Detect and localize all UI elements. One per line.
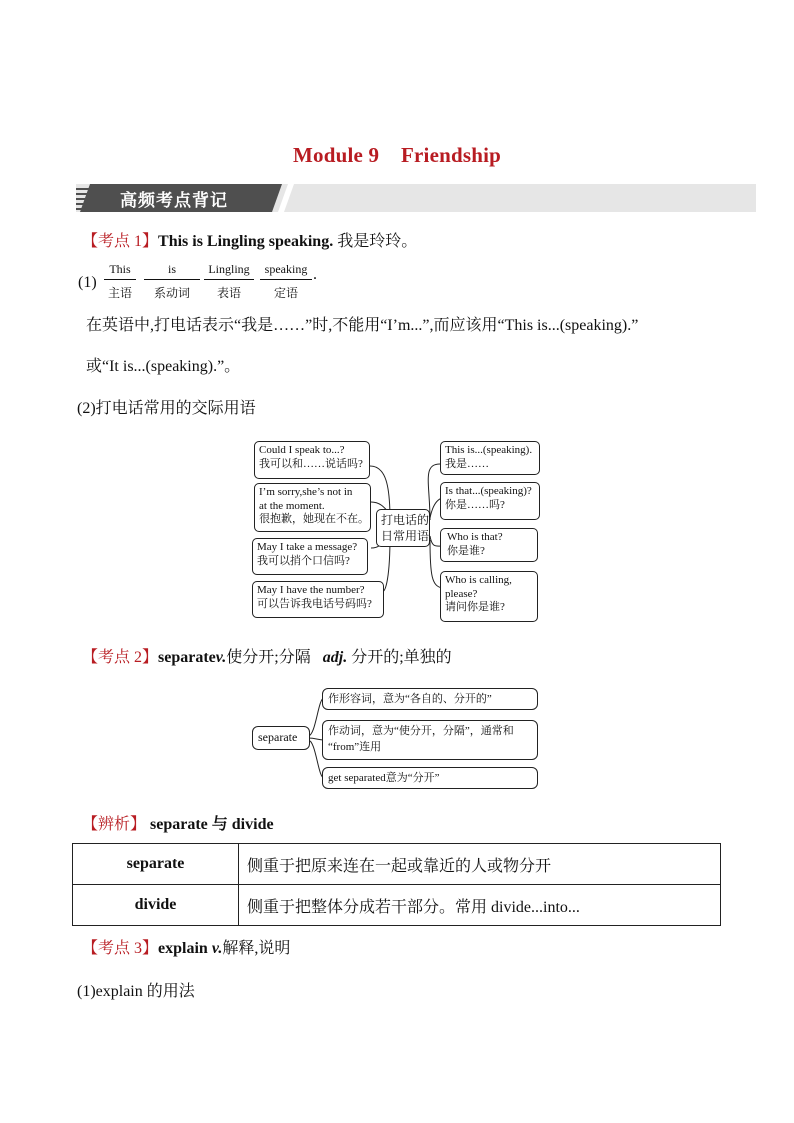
phrase-en: at the moment.: [259, 499, 325, 512]
phrase-en: May I have the number?: [257, 584, 365, 596]
part-word: speaking: [264, 262, 308, 276]
phrase-en: I’m sorry,she’s not in: [259, 486, 353, 498]
point1-tag: 【考点 1】: [82, 233, 159, 250]
point3-heading: [82, 939, 290, 959]
phrase-en: Who is calling,: [445, 574, 512, 586]
separate-center-box: [252, 726, 310, 750]
point1-num: (1): [78, 274, 97, 291]
part-underline: [144, 279, 200, 280]
separate-item-text: get separated意为“分开”: [328, 772, 440, 784]
point2-word: separate: [158, 649, 216, 666]
phrase-cn: 可以告诉我电话号码吗?: [257, 597, 372, 610]
phrase-cn: 你是谁?: [447, 544, 485, 557]
phrase-en: Could I speak to...?: [259, 444, 345, 456]
part-role: 定语: [273, 286, 298, 300]
phrase-box-left-4: [252, 581, 384, 618]
point1-sub2: (2)打电话常用的交际用语: [77, 400, 256, 417]
phrase-box-left-1: [254, 441, 370, 479]
table-row: [73, 885, 721, 926]
phrase-en: May I take a message?: [257, 541, 358, 553]
point2-pos1: v.: [215, 649, 227, 666]
phrase-box-right-4: [440, 571, 538, 622]
separate-center-label: separate: [258, 730, 298, 744]
part-underline: [260, 279, 312, 280]
phrase-box-right-1: [440, 441, 540, 475]
separate-item-text: 作形容词，意为“各自的、分开的”: [328, 693, 492, 705]
part-underline: [204, 279, 254, 280]
point3-tag: 【考点 3】: [82, 940, 159, 957]
phrase-cn: 我可以捎个口信吗?: [257, 554, 350, 567]
phrase-en: please?: [445, 587, 478, 600]
phrase-cn: 我是……: [445, 457, 489, 470]
point3-meaning: 解释,说明: [222, 940, 291, 957]
point1-line2: 或“It is...(speaking).”。: [86, 358, 241, 375]
center-label: 日常用语: [381, 529, 430, 543]
table-row: [73, 844, 721, 885]
point2-tag: 【考点 2】: [82, 649, 159, 666]
point2-meaning2: 分开的;单独的: [347, 649, 452, 666]
analysis-title: separate 与 divide: [146, 816, 274, 833]
phone-phrases-diagram: [250, 436, 546, 624]
point1-heading: [82, 232, 417, 252]
separate-item-text: “from”连用: [328, 741, 382, 753]
table-cell-word: separate: [73, 844, 239, 885]
separate-item-text: 作动词，意为“使分开，分隔”，通常和: [328, 725, 514, 737]
point2-meaning1: 使分开;分隔: [226, 649, 311, 666]
separate-item-2: [322, 720, 538, 760]
period: .: [313, 266, 317, 283]
part-role: 系动词: [153, 286, 190, 300]
part-underline: [104, 279, 136, 280]
point2-heading: [82, 648, 452, 668]
point1-sentence: This is Lingling speaking.: [158, 233, 334, 250]
phrase-box-left-3: [252, 538, 368, 575]
phrase-en: This is...(speaking).: [445, 444, 533, 456]
table-cell-word: divide: [73, 885, 239, 926]
table-cell-desc: 侧重于把原来连在一起或靠近的人或物分开: [239, 844, 721, 885]
center-label: 打电话的: [381, 513, 430, 527]
center-box: [376, 509, 430, 547]
part-word: This: [109, 262, 131, 276]
point3-pos: v.: [211, 940, 223, 957]
separate-item-3: [322, 767, 538, 789]
banner-label: 高频考点背记: [120, 191, 228, 211]
phrase-box-right-3: [440, 528, 538, 562]
analysis-heading: [82, 815, 274, 835]
point3-sub1: (1)explain 的用法: [77, 983, 195, 1000]
point1-line1: 在英语中,打电话表示“我是……”时,不能用“I’m...”,而应该用“This is...(speaking).”: [86, 317, 639, 334]
separate-diagram: [250, 684, 542, 794]
table-cell-desc: 侧重于把整体分成若干部分。常用 divide...into...: [239, 885, 721, 926]
page-title: [0, 143, 794, 168]
part-role: 主语: [107, 286, 132, 300]
separate-item-1: [322, 688, 538, 710]
phrase-en: Is that...(speaking)?: [445, 485, 532, 497]
phrase-box-right-2: [440, 482, 540, 520]
analysis-tag: 【辨析】: [82, 816, 147, 833]
phrase-cn: 很抱歉，她现在不在。: [259, 513, 369, 525]
part-word: is: [167, 262, 176, 276]
phrase-box-left-2: [254, 483, 371, 532]
part-word: Lingling: [208, 262, 250, 276]
point2-pos2: adj.: [322, 649, 348, 666]
phrase-cn: 我可以和……说话吗?: [259, 457, 363, 470]
phrase-en: Who is that?: [447, 531, 503, 543]
comparison-table: [72, 843, 721, 926]
point1-translation: 我是玲玲。: [333, 233, 418, 250]
part-role: 表语: [216, 286, 241, 300]
sentence-structure: [104, 262, 324, 302]
phrase-cn: 你是……吗?: [445, 498, 505, 511]
section-banner: [76, 184, 756, 212]
module-number: Module 9: [292, 143, 380, 167]
module-topic: Friendship: [400, 143, 502, 167]
phrase-cn: 请问你是谁?: [445, 601, 505, 613]
point3-word: explain: [158, 940, 208, 957]
